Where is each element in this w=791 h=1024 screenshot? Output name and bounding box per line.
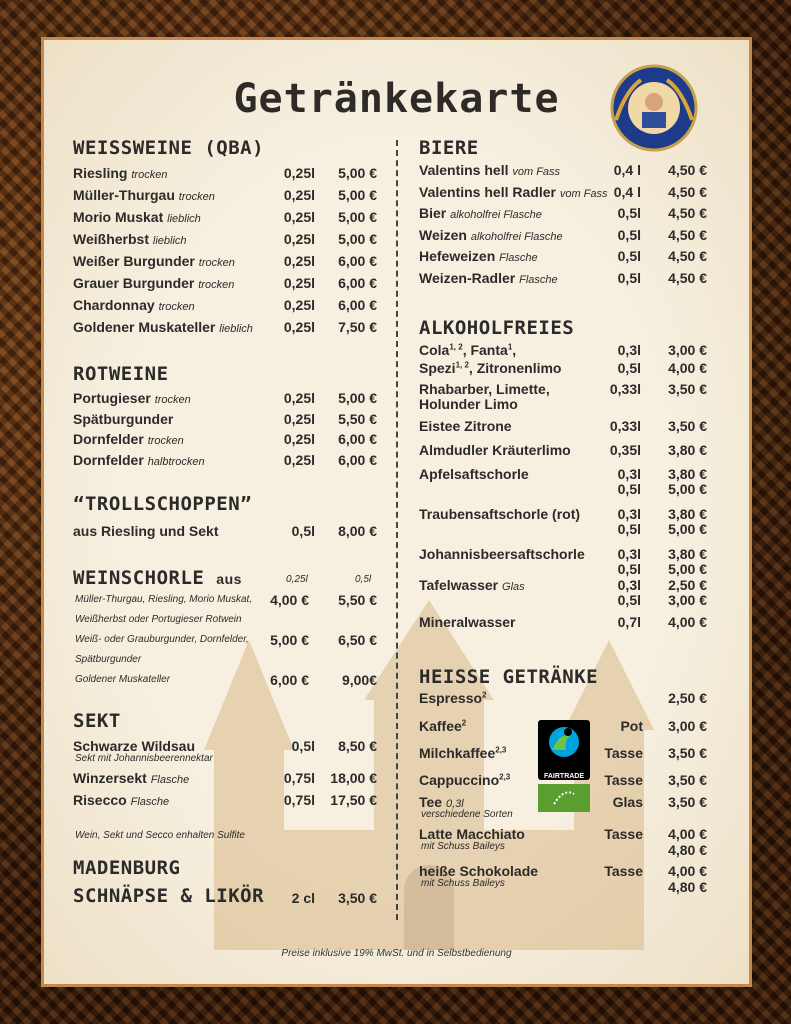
item-size: 0,25l (283, 297, 315, 313)
item-name (73, 738, 195, 754)
spezi-sup: 1, 2 (455, 360, 469, 370)
item-price: 7,50 € (338, 319, 377, 335)
item-name (73, 253, 235, 269)
item-name (73, 187, 215, 203)
sulfite-note: Wein, Sekt und Secco enhalten Sulfite (75, 830, 245, 841)
price-large: 5,50 € (338, 592, 377, 608)
item-unit: Glas (612, 794, 643, 810)
item-name (73, 792, 169, 808)
item-name-text: Grauer Burgunder (73, 275, 195, 291)
item-note: 0,3l (445, 798, 464, 810)
item-price: 3,50 € (668, 772, 707, 788)
item-name-text: Spätburgunder (73, 410, 174, 427)
item-size: 0,25l (283, 275, 315, 291)
item-price: 3,80 € (668, 506, 707, 522)
item-name-text: Hefeweizen (419, 248, 496, 264)
item-price: 4,50 € (668, 162, 707, 178)
item-unit: Tasse (604, 745, 643, 761)
item-size: 0,5l (617, 561, 641, 577)
item-name (419, 184, 608, 200)
item-size: 0,3l (617, 466, 641, 482)
item-price: 4,00 € (668, 826, 707, 842)
item-name (419, 270, 558, 286)
item-note: lieblich (219, 323, 253, 335)
item-note: alkoholfrei Flasche (470, 230, 563, 243)
item-size: 0,33l (609, 418, 641, 434)
item-name-text: Rhabarber, Limette, (419, 381, 550, 397)
item-price: 3,50 € (668, 418, 707, 434)
item-sup: 2 (461, 718, 467, 728)
item-size: 0,5l (291, 523, 315, 539)
item-name-text: Riesling (73, 165, 128, 181)
item-unit: Tasse (604, 826, 643, 842)
item-size: 0,25l (283, 231, 315, 247)
item-price: 6,00 € (338, 451, 377, 468)
item-price: 5,00 € (668, 561, 707, 577)
item-price: 5,00 € (668, 481, 707, 497)
item-price: 3,00 € (668, 342, 707, 358)
item-name (73, 297, 195, 313)
sekt-sub: Sekt mit Johannisbeerennektar (75, 753, 213, 764)
item-sup: 2,3 (495, 745, 507, 755)
item-size: 0,5l (617, 360, 641, 376)
item-price: 3,80 € (668, 466, 707, 482)
item-price: 4,50 € (668, 205, 707, 221)
item-size: 0,5l (617, 205, 641, 221)
item-unit: Tasse (604, 863, 643, 879)
item-size: 0,3l (617, 546, 641, 562)
item-price: 8,50 € (338, 738, 377, 754)
item-name: Tafelwasser (419, 577, 499, 593)
weinschorle-desc: Weiß- oder Grauburgunder, Dornfelder, (75, 634, 249, 645)
item-unit: Pot (620, 718, 643, 734)
item-name (73, 431, 184, 447)
item-name-text: Dornfelder (73, 431, 144, 447)
item-size: 0,5l (617, 592, 641, 608)
item-price: 4,00 € (668, 863, 707, 879)
item-sup: 2 (482, 690, 487, 700)
item-size: 0,5l (617, 481, 641, 497)
column-divider (396, 140, 398, 920)
item-name (419, 205, 542, 221)
cola-name: Cola (419, 342, 450, 358)
item-name (73, 390, 191, 406)
item-size: 0,25l (283, 319, 315, 335)
item-note: trocken (178, 191, 215, 203)
item-price: 4,80 € (668, 879, 707, 895)
item-size: 0,4 l (613, 183, 641, 200)
heading-trollschoppen: “TROLLSCHOPPEN” (73, 493, 253, 515)
fanta-name: , Fanta (462, 342, 508, 358)
item-size: 0,3l (617, 577, 641, 593)
item-size: 0,5l (291, 738, 315, 754)
item-name: Espresso (419, 690, 483, 706)
item-name-text: Weizen (419, 226, 467, 243)
weinschorle-col2: 0,5l (355, 574, 372, 585)
item-size: 0,5l (617, 248, 641, 264)
item-price: 4,50 € (668, 226, 707, 243)
heading-weinschorle (73, 567, 242, 589)
item-price: 2,50 € (668, 690, 707, 706)
price-large: 9,00€ (341, 672, 377, 688)
heading-heiss: HEISSE GETRÄNKE (419, 666, 599, 688)
price-large: 6,50 € (338, 632, 377, 648)
item-name (73, 770, 189, 786)
fanta-end: , (512, 342, 517, 358)
item-size: 0,75l (283, 770, 315, 786)
item-size: 0,3l (617, 506, 641, 522)
heading-biere: BIERE (419, 137, 479, 159)
item-price: 3,50 € (668, 381, 707, 397)
item-note: lieblich (167, 213, 201, 225)
page-title: Getränkekarte (233, 76, 560, 122)
item-name-text: Johannisbeersaftschorle (419, 546, 585, 562)
item-price: 5,00 € (668, 521, 707, 537)
item-price: 8,00 € (338, 523, 377, 539)
item-price: 4,50 € (668, 183, 707, 200)
item-name-line2: Holunder Limo (419, 396, 518, 412)
item-name-text: Portugieser (73, 390, 151, 406)
item-price: 4,00 € (668, 360, 707, 376)
item-name-text: Weißer Burgunder (73, 253, 195, 269)
item-note: vom Fass (559, 187, 608, 200)
item-name: Kaffee (419, 718, 462, 734)
weinschorle-title: WEINSCHORLE (73, 567, 205, 589)
fanta-sup: 1 (507, 342, 513, 352)
heading-alkoholfreies: ALKOHOLFREIES (419, 317, 575, 339)
item-price: 3,50 € (668, 745, 707, 761)
weinschorle-col1: 0,25l (286, 574, 308, 585)
item-name-text: Winzersekt (73, 770, 147, 786)
item-name (73, 165, 167, 181)
item-name-text: Müller-Thurgau (73, 187, 175, 203)
item-note: trocken (154, 394, 191, 406)
item-size: 0,5l (617, 269, 641, 286)
item-note: Flasche (499, 252, 538, 264)
heading-rotweine: ROTWEINE (73, 363, 169, 385)
item-name-text: Valentins hell (419, 162, 509, 178)
item-price: 4,80 € (668, 842, 707, 858)
item-size: 0,5l (617, 226, 641, 243)
weinschorle-desc-2: Spätburgunder (75, 654, 142, 665)
item-name-text: Risecco (73, 792, 127, 808)
item-name: Latte Macchiato (419, 826, 525, 842)
item-price: 5,00 € (338, 187, 377, 203)
item-size: 0,75l (283, 792, 315, 808)
item-name-text: Bier (419, 205, 447, 221)
item-size: 0,25l (283, 209, 315, 225)
item-name (73, 209, 201, 225)
item-name: aus Riesling und Sekt (73, 523, 219, 539)
item-price: 5,00 € (338, 209, 377, 225)
item-size: 0,7l (617, 614, 641, 630)
cola-sup: 1, 2 (449, 342, 463, 352)
menu-paper (44, 40, 749, 984)
spezi-end: , Zitronenlimo (468, 360, 562, 376)
item-name-text: Morio Muskat (73, 209, 164, 225)
item-name (419, 381, 550, 397)
item-size: 0,33l (609, 381, 641, 397)
item-price: 6,00 € (338, 297, 377, 313)
item-name: Milchkaffee (419, 745, 496, 761)
heading-madenburg: MADENBURG (73, 857, 181, 879)
heading-weissweine: WEISSWEINE (QBA) (73, 137, 265, 159)
fairtrade-label: FAIRTRADE (543, 773, 585, 780)
item-name-text: Valentins hell Radler (419, 183, 556, 200)
item-unit: Tasse (604, 772, 643, 788)
price-small: 5,00 € (270, 632, 309, 648)
item-price: 2,50 € (668, 577, 707, 593)
eu-organic-icon (538, 784, 590, 812)
item-price: 5,00 € (338, 231, 377, 247)
item-name-text: Traubensaftschorle (rot) (419, 506, 581, 522)
item-price: 4,50 € (668, 269, 707, 286)
item-name-text: Schwarze Wildsau (73, 738, 196, 754)
item-name (73, 231, 187, 247)
item-name (73, 411, 173, 427)
weinschorle-desc: Müller-Thurgau, Riesling, Morio Muskat, (75, 594, 253, 605)
weinschorle-desc-2: Weißherbst oder Portugieser Rotwein (75, 614, 242, 625)
tee-sub: verschiedene Sorten (421, 809, 513, 820)
item-size: 0,4 l (613, 162, 641, 178)
item-name-text: Chardonnay (73, 297, 155, 313)
item-name (419, 248, 538, 264)
item-name: Tee (419, 794, 443, 810)
latte-sub: mit Schuss Baileys (421, 841, 505, 852)
item-price: 4,00 € (668, 614, 707, 630)
item-name (419, 466, 529, 482)
item-size: 0,35l (609, 442, 641, 458)
item-name-text: Goldener Muskateller (73, 319, 216, 335)
item-name: heiße Schokolade (419, 863, 539, 879)
item-size: 0,25l (283, 451, 315, 468)
item-name-text: Almdudler Kräuterlimo (419, 442, 571, 458)
item-price: 3,80 € (668, 546, 707, 562)
heading-schnaps: SCHNÄPSE & LIKÖR (73, 885, 265, 907)
item-price: 3,50 € (338, 890, 377, 906)
item-note: trocken (131, 169, 168, 181)
item-note: alkoholfrei Flasche (450, 209, 542, 221)
item-price: 5,00 € (338, 165, 377, 181)
item-size: 2 cl (291, 890, 315, 906)
item-note: trocken (198, 279, 235, 291)
item-sup: 2,3 (499, 772, 511, 782)
weinschorle-aus: aus (216, 571, 242, 587)
item-note: halbtrocken (147, 455, 205, 468)
item-note: trocken (158, 301, 195, 313)
item-price: 6,00 € (338, 431, 377, 447)
spezi-name: Spezi (419, 360, 456, 376)
valentins-logo (606, 60, 702, 160)
item-size: 0,5l (617, 521, 641, 537)
item-note: vom Fass (512, 166, 561, 178)
footer-note: Preise inklusive 19% MwSt. und in Selbstbedienung (281, 948, 512, 959)
fairtrade-icon (538, 720, 590, 768)
item-note: Flasche (130, 796, 170, 808)
item-size: 0,25l (283, 253, 315, 269)
item-price: 6,00 € (338, 275, 377, 291)
item-name-text: Weizen-Radler (419, 269, 516, 286)
item-note: Flasche (519, 273, 558, 286)
item-name (73, 275, 234, 291)
item-price: 3,80 € (668, 442, 707, 458)
item-name (73, 452, 205, 468)
weinschorle-desc: Goldener Muskateller (75, 674, 171, 685)
item-note: Glas (502, 581, 525, 593)
item-price: 3,00 € (668, 718, 707, 734)
item-name (419, 506, 580, 522)
item-name-text: Dornfelder (73, 451, 144, 468)
heading-sekt: SEKT (73, 710, 121, 732)
item-note: Flasche (150, 774, 190, 786)
item-name (419, 227, 563, 243)
item-price: 17,50 € (330, 792, 377, 808)
price-small: 6,00 € (270, 672, 309, 688)
item-name (419, 546, 585, 562)
item-size: 0,25l (283, 187, 315, 203)
item-name: Mineralwasser (419, 614, 516, 630)
fairtrade-badge (538, 720, 590, 780)
item-name (73, 319, 253, 335)
item-size: 0,25l (283, 165, 315, 181)
item-name: Cappuccino (419, 772, 500, 788)
item-price: 3,50 € (668, 794, 707, 810)
item-name-text: Eistee Zitrone (419, 418, 512, 434)
item-price: 5,00 € (338, 390, 377, 406)
item-price: 5,50 € (338, 410, 377, 427)
item-size: 0,25l (283, 390, 315, 406)
item-price: 4,50 € (668, 248, 707, 264)
item-size: 0,3l (617, 342, 641, 358)
price-small: 4,00 € (270, 592, 309, 608)
item-note: trocken (198, 257, 235, 269)
item-note: trocken (147, 435, 184, 447)
item-name (419, 418, 512, 434)
item-price: 18,00 € (330, 770, 377, 786)
schoko-sub: mit Schuss Baileys (421, 878, 505, 889)
item-name-text: Weißherbst (73, 231, 149, 247)
item-name (419, 442, 571, 458)
item-note: lieblich (152, 235, 187, 247)
item-size: 0,25l (283, 431, 315, 447)
item-price: 3,00 € (668, 592, 707, 608)
item-name (419, 162, 560, 178)
item-name-text: Apfelsaftschorle (419, 466, 529, 482)
item-price: 6,00 € (338, 253, 377, 269)
item-size: 0,25l (283, 410, 315, 427)
